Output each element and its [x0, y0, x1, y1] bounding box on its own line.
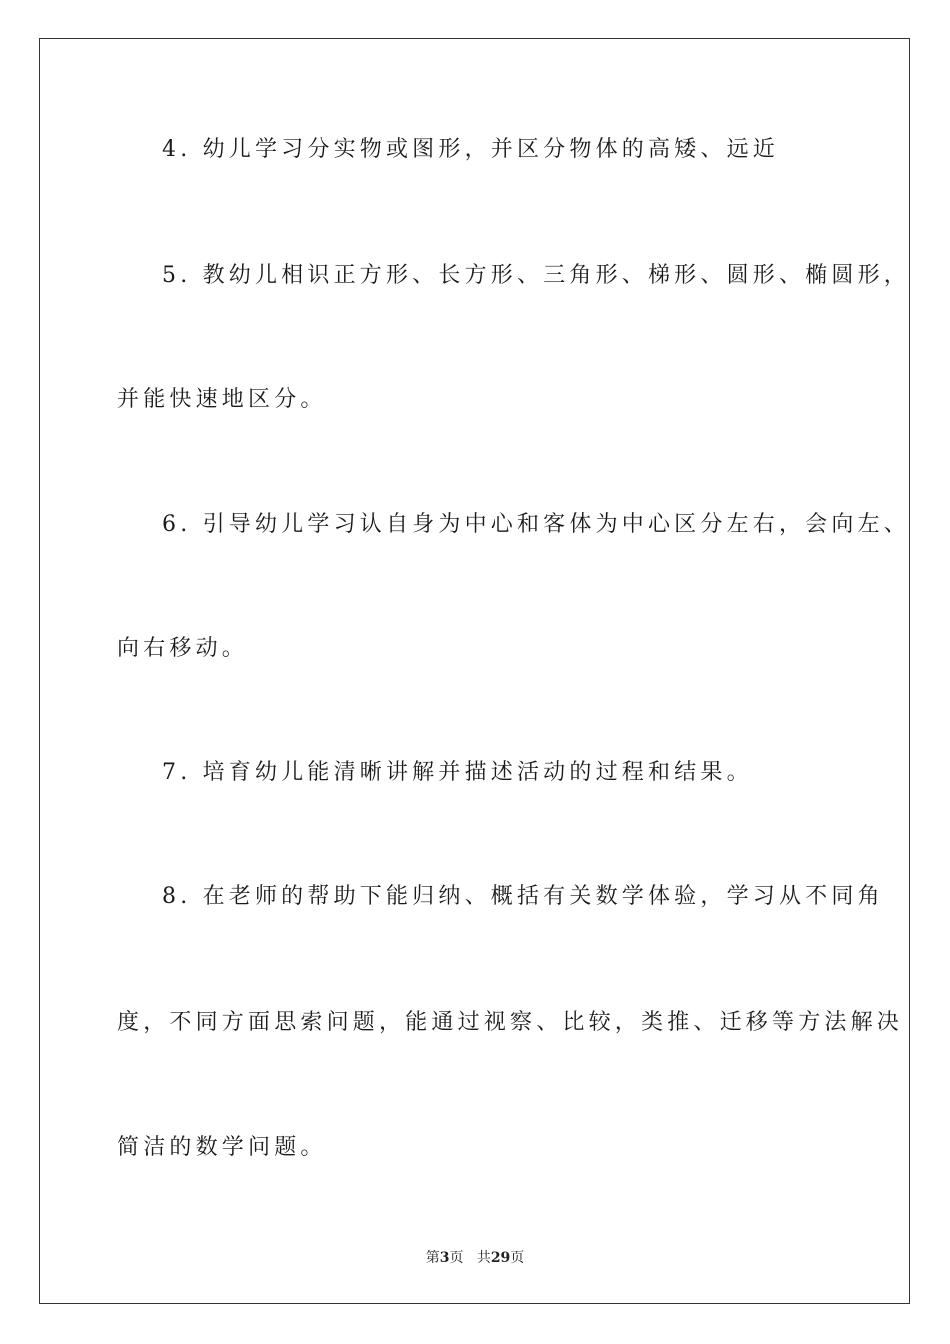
paragraph-5-line-1: 5. 教幼儿相识正方形、长方形、三角形、梯形、圆形、椭圆形，: [162, 263, 910, 288]
paragraph-8-line-1: 8. 在老师的帮助下能归纳、概括有关数学体验，学习从不同角: [162, 884, 884, 909]
paragraph-4-line-1: 4. 幼儿学习分实物或图形，并区分物体的高矮、远近: [162, 137, 779, 162]
footer-total-prefix: 共: [476, 1250, 491, 1266]
paragraph-8-line-2: 度，不同方面思索问题，能通过视察、比较，类推、迁移等方法解决: [117, 1010, 904, 1035]
paragraph-5-line-2: 并能快速地区分。: [117, 387, 327, 412]
footer-total-pages: 29: [490, 1250, 511, 1266]
page-border: [39, 38, 910, 1304]
footer-page-suffix: 页: [449, 1250, 464, 1266]
paragraph-6-line-2: 向右移动。: [117, 636, 249, 661]
footer-total-suffix: 页: [510, 1250, 525, 1266]
footer-page-prefix: 第: [425, 1250, 440, 1266]
paragraph-6-line-1: 6. 引导幼儿学习认自身为中心和客体为中心区分左右，会向左、: [162, 512, 910, 537]
page-footer: [0, 1249, 950, 1267]
footer-page-number: 3: [439, 1250, 450, 1266]
paragraph-8-line-3: 简洁的数学问题。: [117, 1135, 327, 1160]
paragraph-7-line-1: 7. 培育幼儿能清晰讲解并描述活动的过程和结果。: [162, 760, 753, 785]
